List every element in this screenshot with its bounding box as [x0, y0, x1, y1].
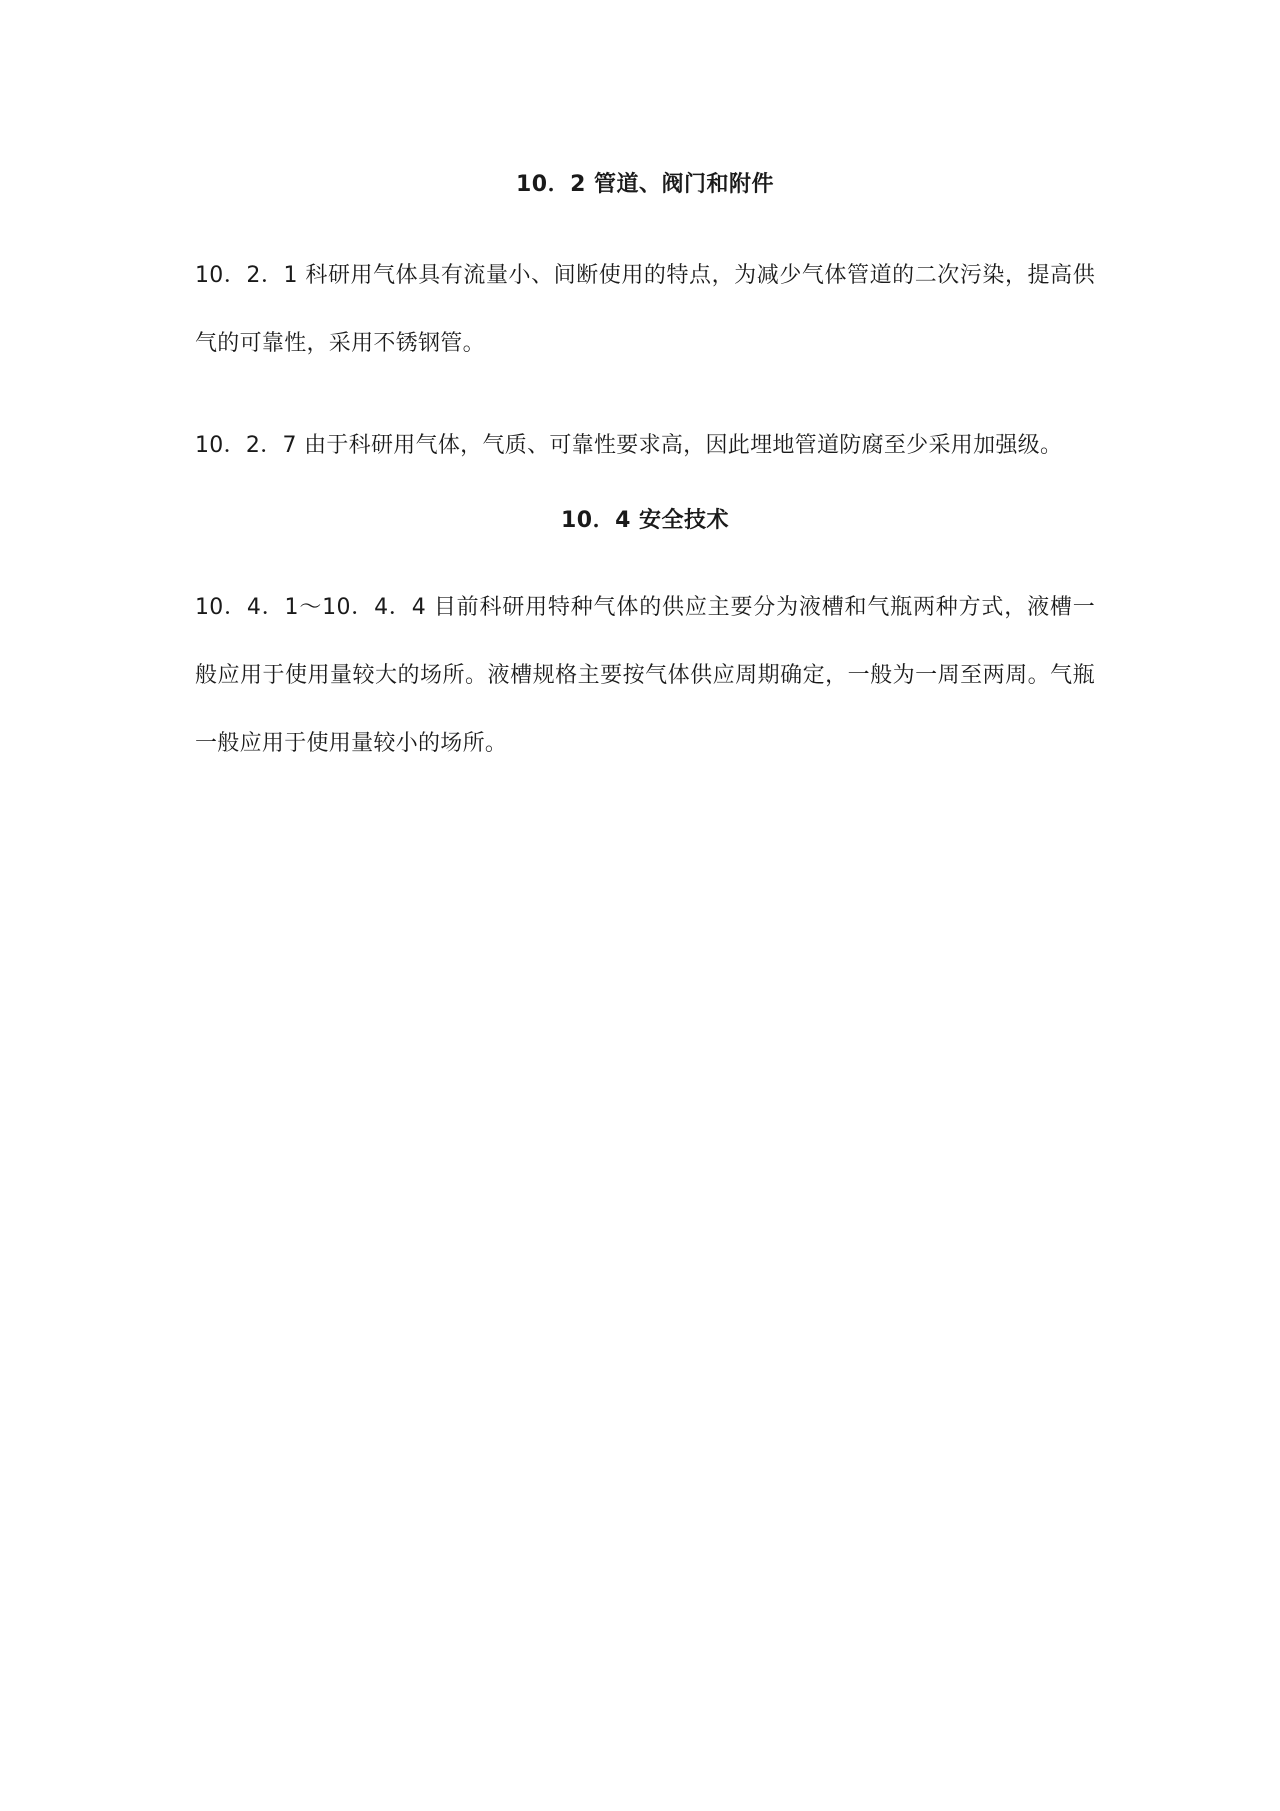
clause-10-2-7: 10．2．7 由于科研用气体，气质、可靠性要求高，因此埋地管道防腐至少采用加强级。	[195, 433, 1063, 458]
clause-10-2-1: 10．2．1 科研用气体具有流量小、间断使用的特点，为减少气体管道的二次污染，提高供气的可靠性，采用不锈钢管。	[195, 263, 1095, 356]
document-body	[195, 170, 1095, 778]
section-heading-10-2: 10．2 管道、阀门和附件	[515, 172, 775, 197]
clause-10-4-1-to-10-4-4: 10．4．1～10．4．4 目前科研用特种气体的供应主要分为液槽和气瓶两种方式，液槽一般应用于使用量较大的场所。液槽规格主要按气体供应周期确定，一般为一周至两周。气瓶一般应用于使用量较小的场所。	[195, 595, 1095, 756]
section-heading-10-4: 10．4 安全技术	[560, 508, 730, 533]
